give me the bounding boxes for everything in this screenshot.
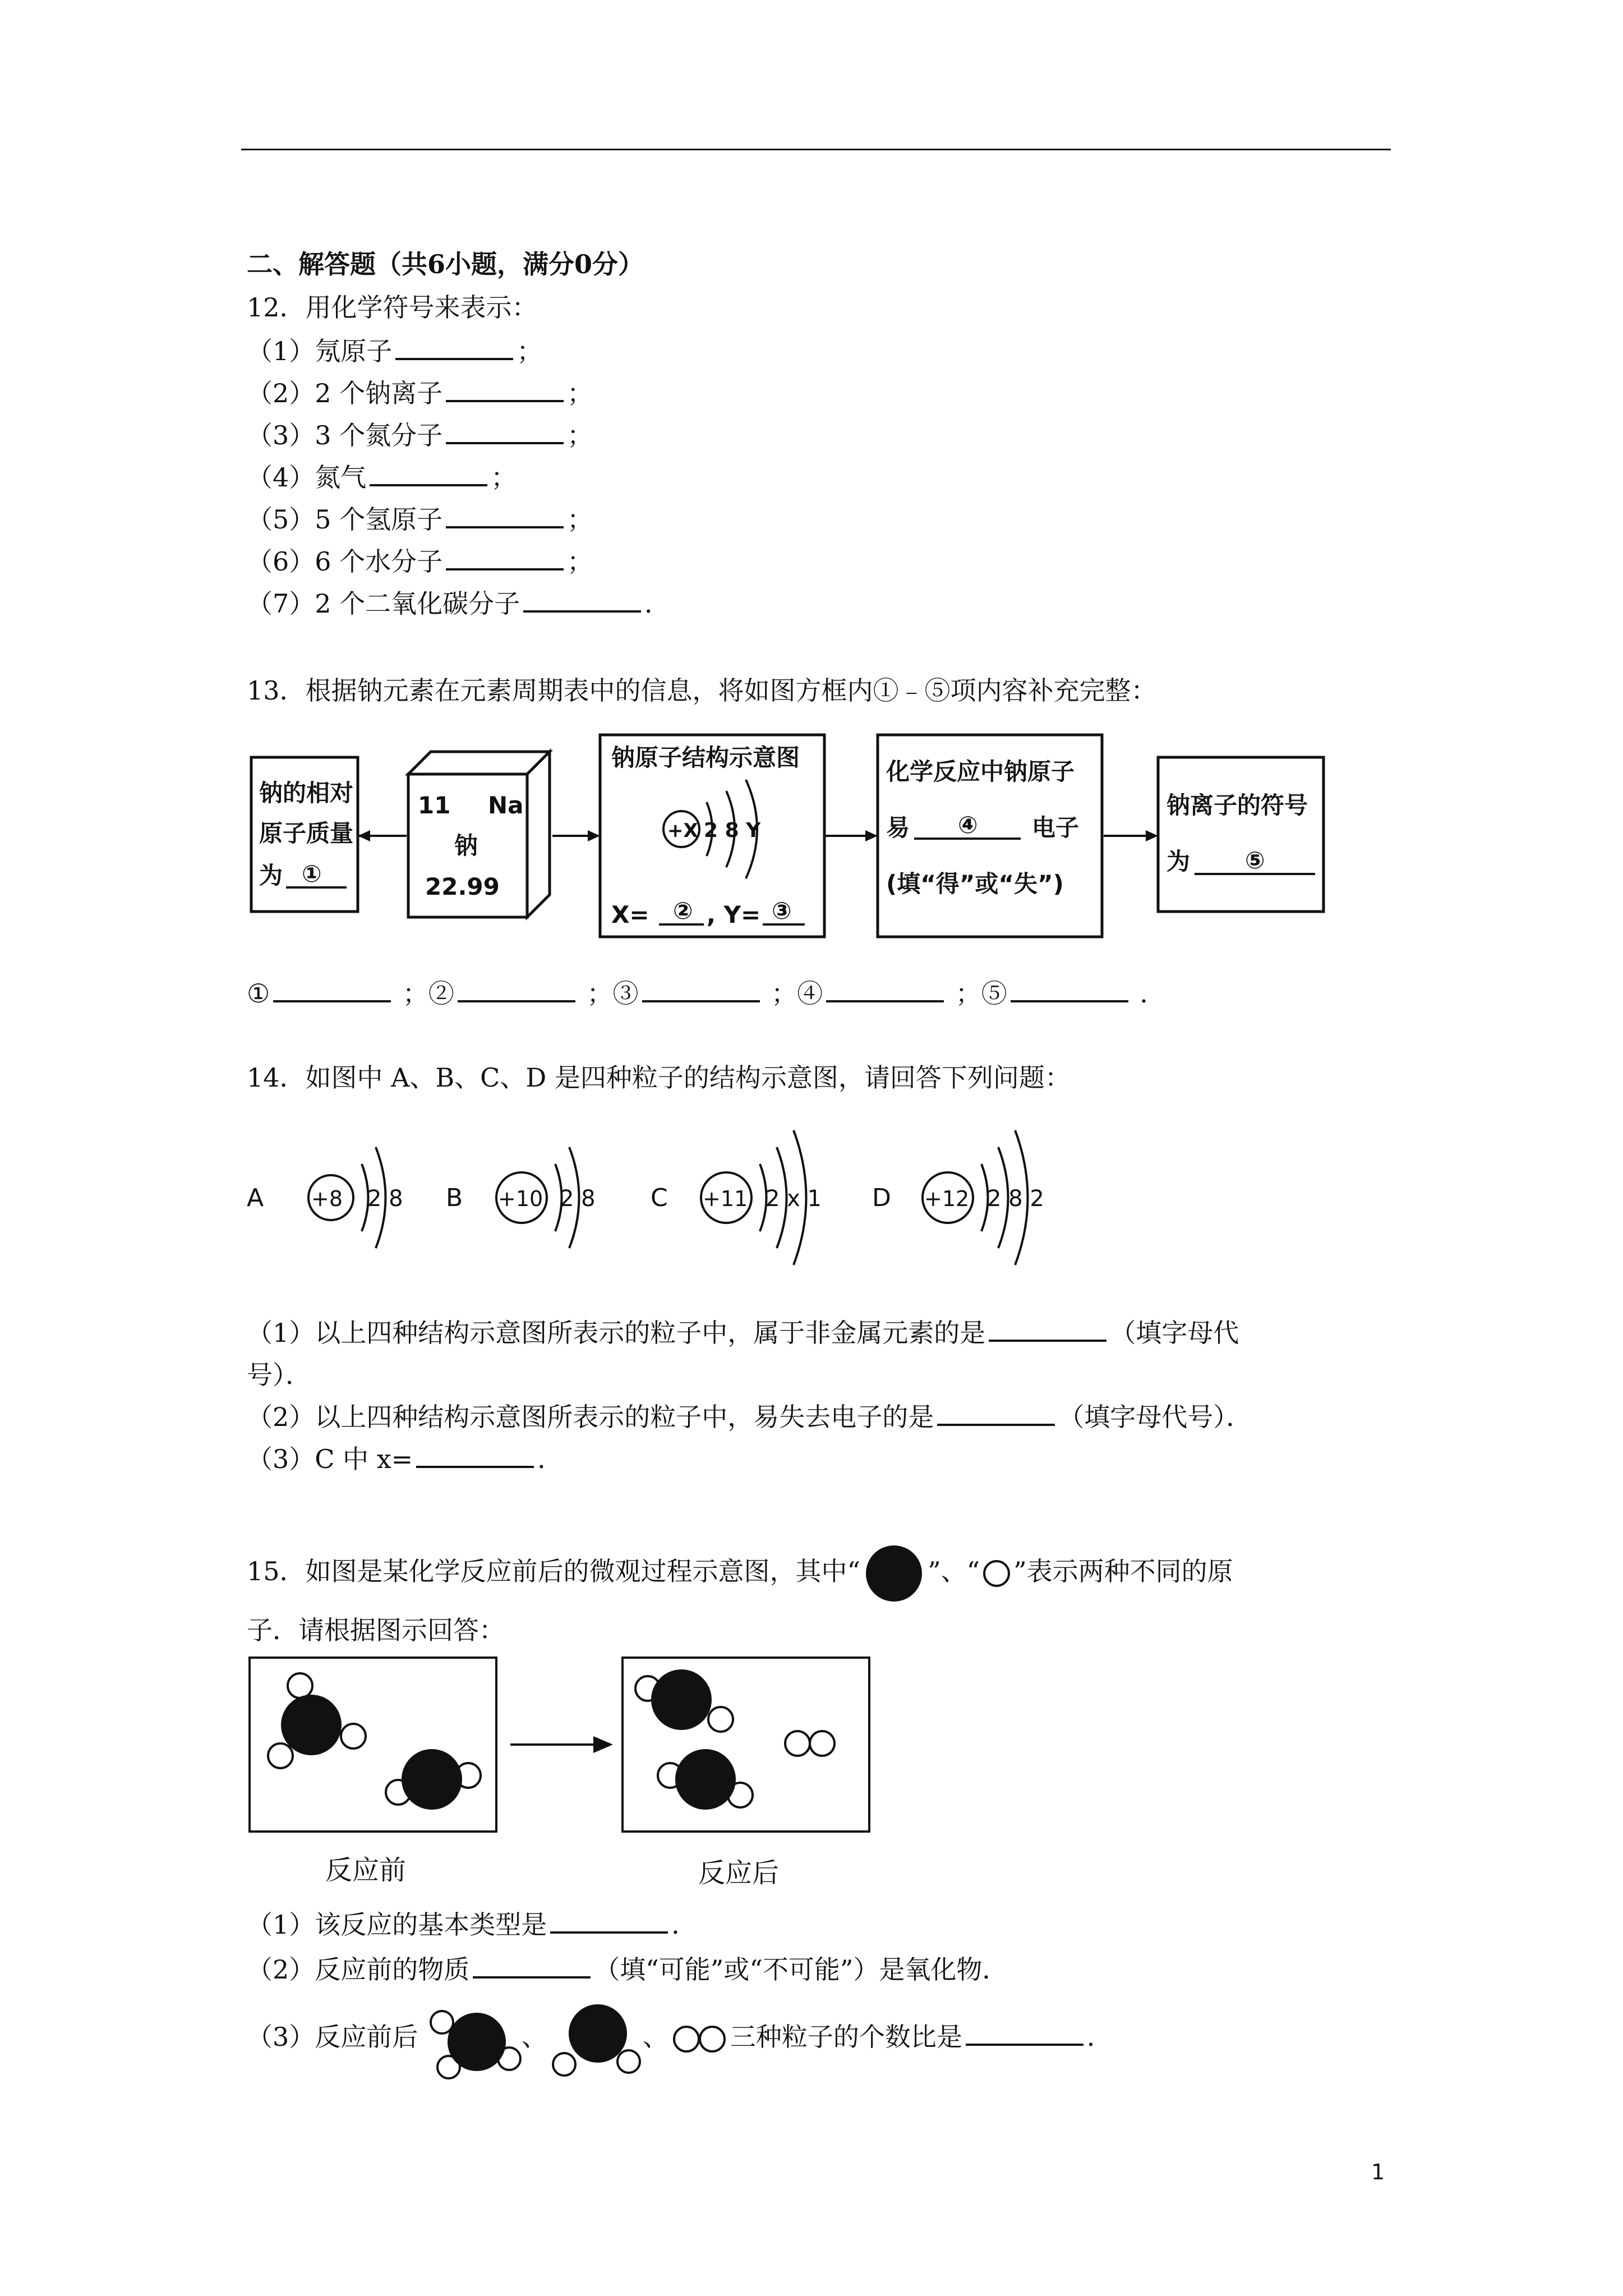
q12-item-end: ； [517, 336, 543, 366]
q15-q3-end: ． [1086, 2022, 1113, 2052]
answer-blank[interactable] [826, 978, 944, 1002]
q15-q3-sep1: 、 [521, 2022, 547, 2052]
label-before: 反应前 [325, 1855, 407, 1886]
q15-q2-hint: （填“可能”或“不可能”）是氧化物． [594, 1954, 1008, 1985]
particle-a-letter: A [247, 1184, 264, 1212]
particle-c-letter: C [651, 1184, 668, 1212]
diatomic-molecule-icon [668, 2022, 730, 2056]
q13-answer-5: ；⑤ [955, 978, 1007, 1009]
blank-marker-4: ④ [958, 811, 978, 839]
q12-item [247, 331, 542, 368]
particle-a-nucleus: +8 [311, 1186, 343, 1211]
q12-item-end: ； [491, 462, 517, 493]
sodium-info-diagram [247, 729, 1368, 954]
box5-line2: 为 [1166, 848, 1191, 875]
particle-c-shells: 2 x 1 [766, 1186, 822, 1212]
answer-blank[interactable] [523, 588, 641, 613]
q15-q2-line [247, 1949, 1008, 1986]
answer-blank[interactable] [937, 1401, 1055, 1426]
white-atom-icon [980, 1557, 1013, 1590]
q14-q3-line [247, 1439, 563, 1476]
box3-y-label: , Y= [707, 901, 761, 928]
q12-item-end: ； [567, 420, 593, 450]
q13-answer-3: ；③ [587, 978, 639, 1009]
blank-marker-5: ⑤ [1245, 846, 1265, 874]
particle-b-nucleus: +10 [498, 1186, 543, 1211]
particle-b-letter: B [446, 1184, 463, 1212]
header-rule [241, 149, 1391, 150]
q15-stem-a: 15．如图是某化学反应前后的微观过程示意图，其中“ [247, 1556, 861, 1586]
q13-answer-2: ；② [402, 978, 454, 1009]
answer-blank[interactable] [446, 420, 564, 444]
q12-item [247, 373, 593, 410]
q14-q2-hint: （填字母代号）． [1058, 1402, 1252, 1432]
section-title: 二、解答题（共6小题，满分0分） [247, 249, 644, 279]
q13-answer-1: ① [247, 978, 270, 1009]
q15-stem-d: 子．请根据图示回答： [247, 1615, 505, 1645]
label-after: 反应后 [698, 1857, 780, 1889]
atomic-number: 11 [418, 792, 451, 819]
box4-line1: 化学反应中钠原子 [886, 758, 1075, 785]
q12-item [247, 499, 593, 536]
q14-q3-text: （3）C 中 x= [247, 1444, 413, 1474]
element-cube-side [527, 752, 550, 917]
box1-line3: 为 [259, 862, 283, 889]
page-number: 1 [1371, 2160, 1385, 2184]
answer-blank[interactable] [395, 335, 513, 360]
reaction-micro-diagram [247, 1655, 909, 1890]
particle-d-shells: 2 8 2 [987, 1186, 1044, 1212]
answer-blank[interactable] [458, 978, 575, 1002]
q13-answer-line [247, 973, 1165, 1010]
answer-blank[interactable] [1011, 978, 1128, 1002]
q12-item-label: （5）5 个氢原子 [247, 504, 443, 535]
answer-blank[interactable] [273, 978, 391, 1002]
box4-line2b: 电子 [1032, 814, 1080, 841]
answer-blank[interactable] [370, 462, 487, 486]
q14-q1-text: （1）以上四种结构示意图所表示的粒子中，属于非金属元素的是 [247, 1318, 986, 1348]
q14-q1-hint: （填字母代 [1110, 1318, 1239, 1348]
q13-answer-end: ． [1140, 978, 1166, 1009]
shell-electrons: 2 8 Y [704, 819, 761, 842]
q12-item-label: （7）2 个二氧化碳分子 [247, 588, 520, 619]
answer-blank[interactable] [446, 378, 564, 402]
black-atom-icon [860, 1545, 928, 1602]
q12-item-end: ； [567, 504, 593, 535]
answer-blank[interactable] [446, 546, 564, 570]
particle-b-shells: 2 8 [560, 1186, 596, 1212]
q12-item [247, 541, 593, 578]
q14-q2-line [247, 1397, 1252, 1434]
molecule-after-icon [547, 1997, 643, 2081]
q12-item [247, 583, 670, 620]
q15-q3-sep2: 、 [642, 2022, 668, 2052]
q15-q1-text: （1）该反应的基本类型是 [247, 1910, 547, 1940]
q12-item-end: ； [567, 546, 593, 577]
q12-item-label: （2）2 个钠离子 [247, 378, 443, 408]
element-cube-top [408, 752, 550, 774]
particle-d-letter: D [872, 1184, 891, 1212]
q15-q1-line [247, 1904, 697, 1941]
q15-q2-text: （2）反应前的物质 [247, 1954, 470, 1985]
box4-line3: (填“得”或“失”) [886, 870, 1064, 898]
q14-q1-cont: 号）． [247, 1360, 311, 1390]
element-name: 钠 [454, 832, 478, 859]
blank-marker-1: ① [302, 860, 322, 887]
blank-marker-3: ③ [772, 897, 792, 924]
q12-item-label: （4）氮气 [247, 462, 367, 493]
q14-q1-line [247, 1313, 1239, 1350]
q12-item [247, 457, 517, 494]
box4-line2a: 易 [886, 814, 910, 841]
box1-line2: 原子质量 [259, 820, 354, 847]
q15-stem-line1 [247, 1545, 1233, 1602]
particle-c-nucleus: +11 [703, 1186, 748, 1211]
box5-line1: 钠离子的符号 [1166, 792, 1308, 819]
atomic-mass: 22.99 [425, 873, 500, 900]
answer-blank[interactable] [989, 1317, 1106, 1342]
blank-marker-2: ② [673, 897, 693, 924]
element-symbol: Na [488, 792, 524, 819]
box3-title: 钠原子结构示意图 [611, 744, 800, 771]
q14-q3-end: ． [537, 1444, 564, 1474]
particle-d-nucleus: +12 [924, 1186, 970, 1211]
q15-q3-text2: 三种粒子的个数比是 [730, 2022, 962, 2052]
q13-answer-4: ；④ [771, 978, 823, 1009]
q15-q3-line [247, 1997, 1113, 2081]
q12-item-end: ． [644, 588, 671, 619]
box3-x-label: X= [611, 901, 649, 928]
answer-blank[interactable] [473, 1954, 591, 1978]
molecule-before-icon [426, 1997, 522, 2081]
particle-a-shells: 2 8 [367, 1186, 403, 1212]
q12-item-end: ； [567, 378, 593, 408]
q14-q2-text: （2）以上四种结构示意图所表示的粒子中，易失去电子的是 [247, 1402, 934, 1432]
q12-item-label: （3）3 个氮分子 [247, 420, 443, 450]
q12-stem: 12．用化学符号来表示： [247, 292, 538, 323]
q12-item [247, 415, 593, 452]
answer-blank[interactable] [416, 1443, 534, 1468]
answer-blank[interactable] [446, 504, 564, 528]
q12-item-label: （1）氖原子 [247, 336, 393, 366]
q12-item-label: （6）6 个水分子 [247, 546, 443, 577]
q15-stem-b: ”、“ [928, 1556, 980, 1586]
particle-structure-diagrams [247, 1105, 1088, 1273]
q15-stem-c: ”表示两种不同的原 [1013, 1556, 1233, 1586]
q13-stem: 13．根据钠元素在元素周期表中的信息，将如图方框内①﹣⑤项内容补充完整： [247, 675, 1157, 706]
box1-line1: 钠的相对 [259, 779, 354, 807]
q15-q3-text: （3）反应前后 [247, 2022, 418, 2052]
answer-blank[interactable] [550, 1909, 668, 1934]
q15-q1-end: ． [671, 1910, 698, 1940]
q14-stem: 14．如图中 A、B、C、D 是四种粒子的结构示意图，请回答下列问题： [247, 1062, 1071, 1093]
nucleus-label: +X [667, 820, 698, 842]
answer-blank[interactable] [966, 2021, 1083, 2046]
answer-blank[interactable] [642, 978, 760, 1002]
ion-symbol-box [1158, 757, 1324, 912]
